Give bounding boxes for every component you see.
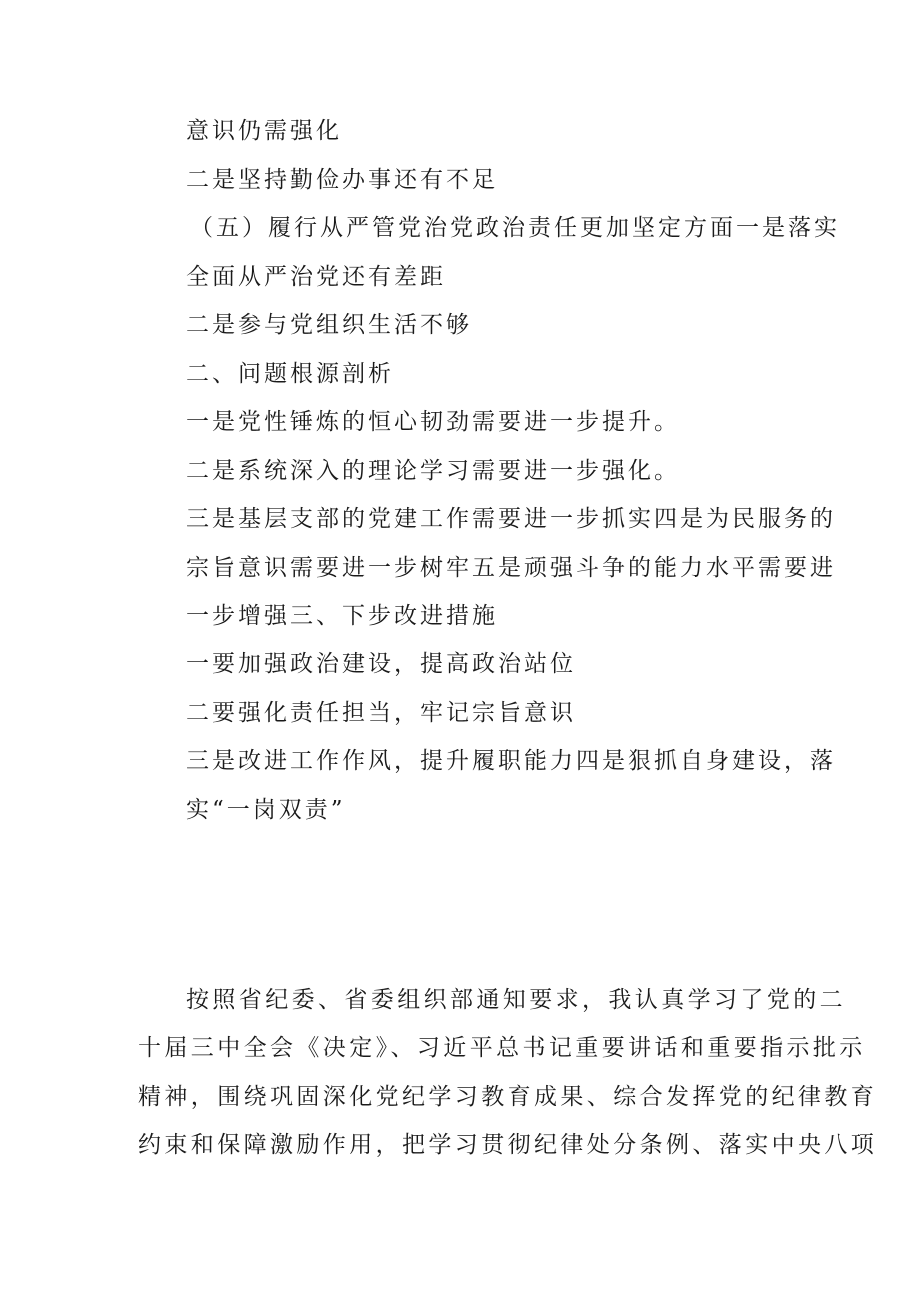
text-line: 实“一岗双责” — [186, 797, 346, 823]
text-line: 全面从严治党还有差距 — [186, 264, 446, 290]
section-heading: 二、问题根源剖析 — [186, 361, 394, 387]
text-line: 二是坚持勤俭办事还有不足 — [186, 167, 498, 193]
text-line: 三是改进工作作风，提升履职能力四是狠抓自身建设，落 — [186, 748, 836, 774]
text-line: 二是参与党组织生活不够 — [186, 312, 472, 338]
text-line: 宗旨意识需要进一步树牢五是顽强斗争的能力水平需要进 — [186, 555, 836, 581]
text-line: 意识仍需强化 — [186, 118, 342, 144]
paragraph-line: 按照省纪委、省委组织部通知要求，我认真学习了党的二 — [186, 987, 846, 1013]
paragraph-line: 十届三中全会《决定》、习近平总书记重要讲话和重要指示批示 — [138, 1035, 866, 1061]
text-line: 二是系统深入的理论学习需要进一步强化。 — [186, 458, 680, 484]
text-line: 三是基层支部的党建工作需要进一步抓实四是为民服务的 — [186, 506, 836, 532]
text-line: （五）履行从严管党治党政治责任更加坚定方面一是落实 — [190, 215, 840, 241]
paragraph-line: 精神，围绕巩固深化党纪学习教育成果、综合发挥党的纪律教育 — [138, 1084, 878, 1110]
text-line: 一要加强政治建设，提高政治站位 — [186, 651, 576, 677]
text-line: 一是党性锤炼的恒心韧劲需要进一步提升。 — [186, 409, 680, 435]
text-line: 一步增强三、下步改进措施 — [186, 603, 498, 629]
paragraph-line: 约束和保障激励作用，把学习贯彻纪律处分条例、落实中央八项 — [138, 1132, 878, 1158]
text-line: 二要强化责任担当，牢记宗旨意识 — [186, 700, 576, 726]
